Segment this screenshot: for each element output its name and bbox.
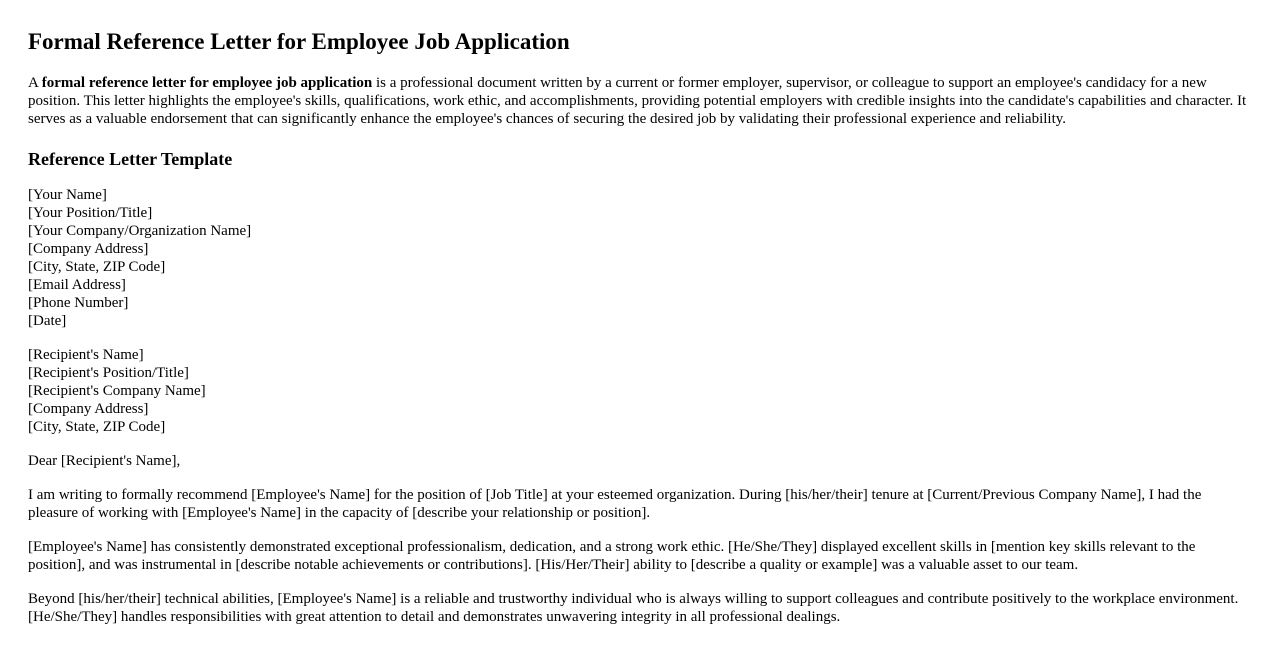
intro-rest: is a professional document written by a current or former employer, supervisor, or colleague to support an employee's candidacy for a new position. This letter highlights the employee's skills, qualifications, work ethic, and accomplishments, providing potential employers with credible insights into the candidate's capabilities and character. It serves as a valuable endorsement that can significantly enhance the employee's chances of securing the desired job by validating their professional experience and reliability. [28, 75, 1247, 127]
salutation: Dear [Recipient's Name], [28, 453, 181, 469]
recipient-name: [Recipient's Name] [28, 347, 144, 363]
recipient-address: [Company Address] [28, 401, 149, 417]
page-title: Formal Reference Letter for Employee Job Application [28, 29, 570, 54]
intro-bold-phrase: formal reference letter for employee job application [41, 75, 373, 91]
intro-prefix: A [28, 75, 42, 91]
sender-position: [Your Position/Title] [28, 205, 153, 221]
sender-city-state-zip: [City, State, ZIP Code] [28, 259, 166, 275]
sender-name: [Your Name] [28, 187, 107, 203]
recipient-block [28, 346, 1258, 436]
recipient-position: [Recipient's Position/Title] [28, 365, 189, 381]
sender-address: [Company Address] [28, 241, 149, 257]
body-paragraph-2: [Employee's Name] has consistently demonstrated exceptional professionalism, dedication, and a strong work ethic. [He/She/They] displayed excellent skills in [mention key skills relevant to the position], and was instrumental in [describe notable achievements or contributions]. [His/Her/Their] ability to [describe a quality or example] was a valuable asset to our team. [28, 539, 1196, 573]
body-paragraph-3: Beyond [his/her/their] technical abilities, [Employee's Name] is a reliable and trustworthy individual who is always willing to support colleagues and contribute positively to the workplace environment. [He/She/They] handles responsibilities with great attention to detail and demonstrates unwavering integrity in all professional dealings. [28, 591, 1239, 625]
intro-paragraph [28, 74, 1253, 128]
body-paragraph-1: I am writing to formally recommend [Employee's Name] for the position of [Job Title] at your esteemed organization. During [his/her/their] tenure at [Current/Previous Company Name], I had the pleasure of working with [Employee's Name] in the capacity of [describe your relationship or position]. [28, 487, 1202, 521]
sender-email: [Email Address] [28, 277, 126, 293]
sender-date: [Date] [28, 313, 67, 329]
template-heading: Reference Letter Template [28, 149, 233, 169]
recipient-company: [Recipient's Company Name] [28, 383, 206, 399]
sender-block [28, 186, 1258, 330]
sender-phone: [Phone Number] [28, 295, 129, 311]
sender-company: [Your Company/Organization Name] [28, 223, 252, 239]
recipient-city-state-zip: [City, State, ZIP Code] [28, 419, 166, 435]
